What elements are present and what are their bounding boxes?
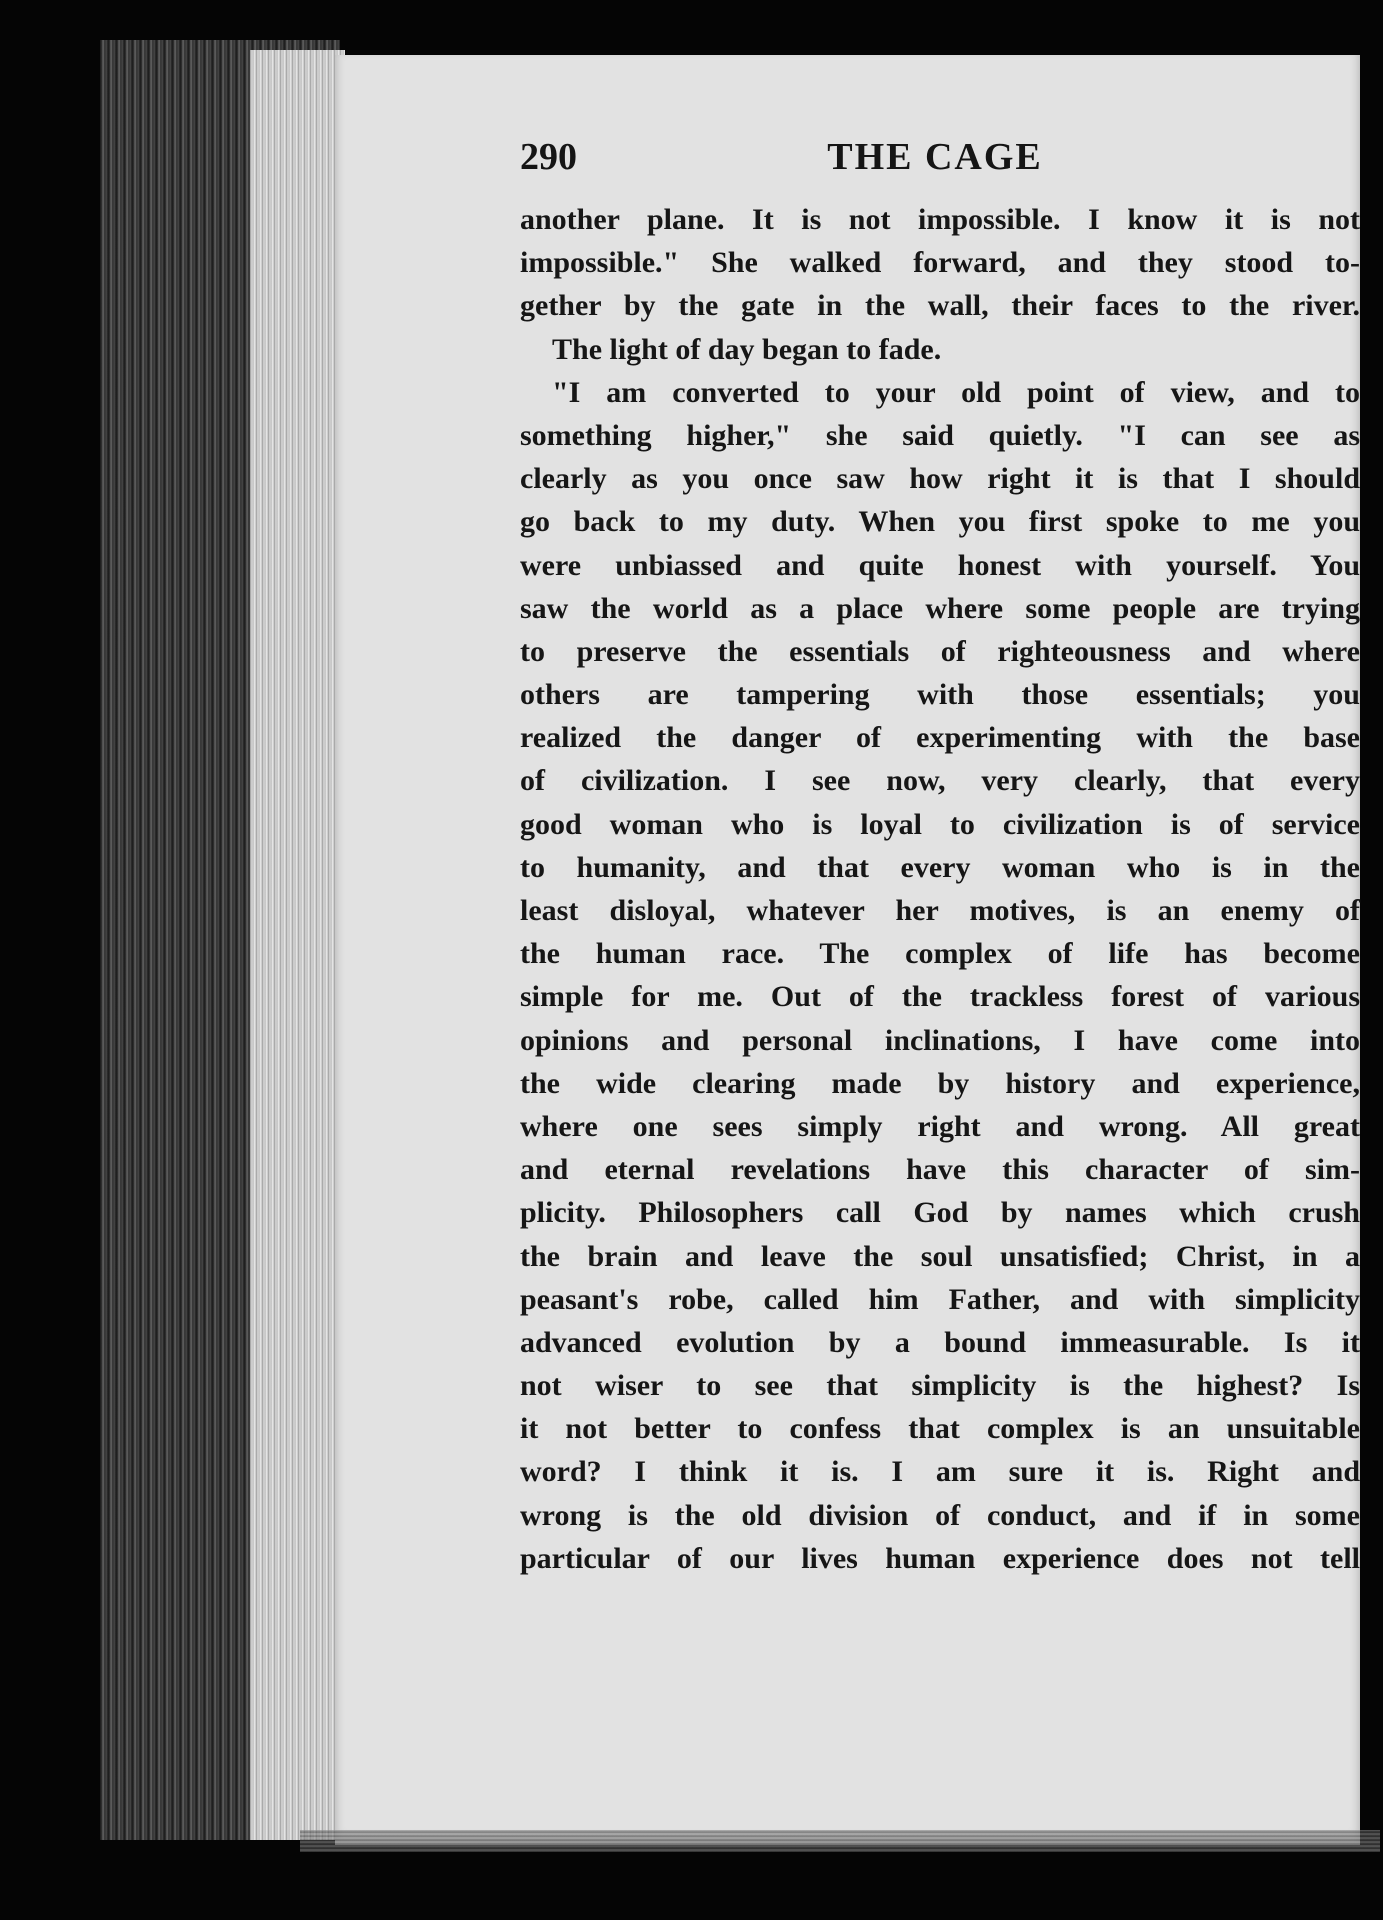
text-line: the human race. The complex of life has become <box>520 937 1360 971</box>
text-line: "I am converted to your old point of view, and to <box>552 375 1360 409</box>
text-line: plicity. Philosophers call God by names which crush <box>520 1196 1360 1230</box>
text-line: to humanity, and that every woman who is in the <box>520 850 1360 884</box>
page-edges-highlight <box>250 50 345 1840</box>
text-line: and eternal revelations have this character of sim- <box>520 1153 1360 1187</box>
page <box>335 55 1360 1845</box>
text-line: where one sees simply right and wrong. All great <box>520 1109 1360 1143</box>
text-line: advanced evolution by a bound immeasurable. Is it <box>520 1325 1360 1359</box>
text-line: peasant's robe, called him Father, and with simplicity <box>520 1282 1360 1316</box>
text-line: of civilization. I see now, very clearly, that every <box>520 764 1360 798</box>
text-line: The light of day began to fade. <box>552 332 942 366</box>
body-text <box>520 198 1360 1580</box>
text-line: were unbiassed and quite honest with yourself. You <box>520 548 1360 582</box>
page-bottom-edge <box>300 1830 1380 1852</box>
text-line: something higher," she said quietly. "I can see as <box>520 418 1360 452</box>
text-line: word? I think it is. I am sure it is. Right and <box>520 1455 1360 1489</box>
running-title: THE CAGE <box>827 136 1043 178</box>
text-line: least disloyal, whatever her motives, is an enemy of <box>520 894 1360 927</box>
page-header <box>520 135 1350 195</box>
text-line: gether by the gate in the wall, their faces to the river. <box>520 289 1360 323</box>
text-line: clearly as you once saw how right it is that I should <box>520 462 1360 496</box>
text-line: go back to my duty. When you first spoke to me you <box>520 505 1360 539</box>
text-line: the wide clearing made by history and experience, <box>520 1066 1360 1100</box>
text-line: wrong is the old division of conduct, and if in some <box>520 1498 1360 1532</box>
page-number: 290 <box>520 136 577 178</box>
text-line: the brain and leave the soul unsatisfied; Christ, in a <box>520 1239 1360 1273</box>
text-line: it not better to confess that complex is an unsuitable <box>520 1412 1360 1446</box>
text-line: realized the danger of experimenting with the base <box>520 721 1360 755</box>
text-line: opinions and personal inclinations, I have come into <box>520 1023 1360 1057</box>
text-line: saw the world as a place where some people are trying <box>520 591 1360 625</box>
text-line: particular of our lives human experience does not tell <box>520 1541 1360 1575</box>
text-line: good woman who is loyal to civilization is of service <box>520 807 1360 841</box>
text-line: to preserve the essentials of righteousness and where <box>520 634 1360 668</box>
text-line: others are tampering with those essentials; you <box>520 678 1360 712</box>
text-line: not wiser to see that simplicity is the highest? Is <box>520 1369 1360 1403</box>
text-line: another plane. It is not impossible. I know it is not <box>520 203 1360 236</box>
text-line: impossible." She walked forward, and they stood to- <box>520 246 1360 280</box>
text-line: simple for me. Out of the trackless forest of various <box>520 980 1360 1014</box>
